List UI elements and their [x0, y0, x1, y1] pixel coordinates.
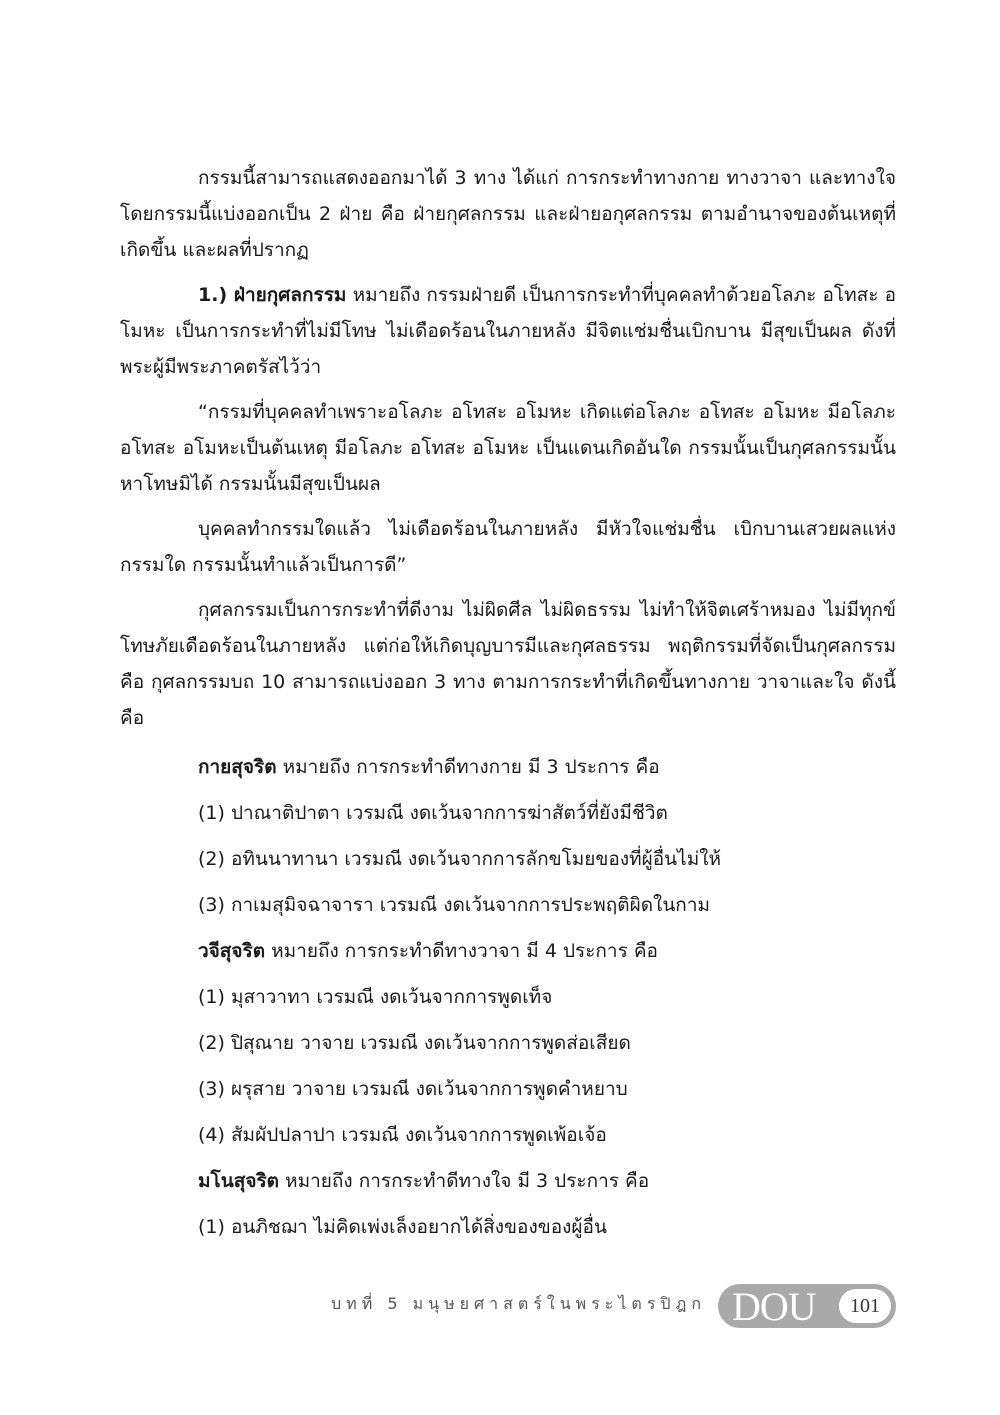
kusala-definition: หมายถึง กรรมฝ่ายดี เป็นการกระทำที่บุคคลทำด้วยอโลภะ อโทสะ อโมหะ เป็นการกระทำที่ไม่มีโทษ ไม่เดือดร้อนในภายหลัง มีจิตแช่มชื่นเบิกบาน มีสุขเป็นผล ดังที่พระผู้มีพระภาคตรัสไว้ว่า [120, 284, 896, 378]
kaya-heading: กายสุจริต [198, 756, 277, 778]
vaci-description: หมายถึง การกระทำดีทางวาจา มี 4 ประการ คือ [265, 940, 658, 962]
list-item: (1) ปาณาติปาตา เวรมณี งดเว้นจากการฆ่าสัตว์ที่ยังมีชีวิต [198, 802, 668, 824]
kaya-heading-line [198, 744, 896, 790]
heading-kusala: 1.) ฝ่ายกุศลกรรม [198, 284, 347, 306]
mano-heading-line [198, 1158, 896, 1204]
page-footer [300, 1284, 896, 1330]
dou-logo-badge [718, 1284, 896, 1328]
mano-description: หมายถึง การกระทำดีทางใจ มี 3 ประการ คือ [279, 1170, 650, 1192]
list-item: (3) กาเมสุมิจฉาจารา เวรมณี งดเว้นจากการประพฤติผิดในกาม [198, 894, 711, 916]
dou-logo-text: DOU [732, 1284, 816, 1329]
kaya-description: หมายถึง การกระทำดีทางกาย มี 3 ประการ คือ [276, 756, 660, 778]
page-content [120, 160, 896, 1250]
list-item: (2) อทินนาทานา เวรมณี งดเว้นจากการลักขโมยของที่ผู้อื่นไม่ให้ [198, 848, 722, 870]
vaci-heading-line [198, 928, 896, 974]
list-item: (4) สัมผัปปลาปา เวรมณี งดเว้นจากการพูดเพ้อเจ้อ [198, 1124, 607, 1146]
paragraph-kusala-kammapatha: กุศลกรรมเป็นการกระทำที่ดีงาม ไม่ผิดศีล ไม่ผิดธรรม ไม่ทำให้จิตเศร้าหมอง ไม่มีทุกข์โทษภัยเดือดร้อนในภายหลัง แต่ก่อให้เกิดบุญบารมีและกุศลธรรม พฤติกรรมที่จัดเป็นกุศลกรรมคือ กุศลกรรมบถ 10 สามารถแบ่งออก 3 ทาง ตามการกระทำที่เกิดขึ้นทางกาย วาจาและใจ ดังนี้ คือ [120, 599, 896, 729]
chapter-title: บทที่ 5 มนุษยศาสตร์ในพระไตรปิฎก [331, 1294, 706, 1313]
list-item: (2) ปิสุณาย วาจาย เวรมณี งดเว้นจากการพูดส่อเสียด [198, 1032, 631, 1054]
page-number: 101 [839, 1289, 891, 1323]
list-item: (1) อนภิชฌา ไม่คิดเพ่งเล็งอยากได้สิ่งของของผู้อื่น [198, 1216, 607, 1238]
list-item: (1) มุสาวาทา เวรมณี งดเว้นจากการพูดเท็จ [198, 986, 553, 1008]
paragraph-intro: กรรมนี้สามารถแสดงออกมาได้ 3 ทาง ได้แก่ การกระทำทางกาย ทางวาจา และทางใจ โดยกรรมนี้แบ่งออกเป็น 2 ฝ่าย คือ ฝ่ายกุศลกรรม และฝ่ายอกุศลกรรม ตามอำนาจของต้นเหตุที่เกิดขึ้น และผลที่ปรากฏ [120, 167, 896, 261]
vaci-heading: วจีสุจริต [198, 940, 266, 962]
quote-paragraph-1: “กรรมที่บุคคลทำเพราะอโลภะ อโทสะ อโมหะ เกิดแต่อโลภะ อโทสะ อโมหะ มีอโลภะ อโทสะ อโมหะเป็นต้นเหตุ มีอโลภะ อโทสะ อโมหะ เป็นแดนเกิดอันใด กรรมนั้นเป็นกุศลกรรมนั้นหาโทษมิได้ กรรมนั้นมีสุขเป็นผล [120, 401, 896, 495]
paragraph-kusala [120, 277, 896, 385]
quote-paragraph-2: บุคคลทำกรรมใดแล้ว ไม่เดือดร้อนในภายหลัง มีหัวใจแช่มชื่น เบิกบานเสวยผลแห่งกรรมใด กรรมนั้นทำแล้วเป็นการดี” [120, 518, 896, 576]
list-item: (3) ผรุสาย วาจาย เวรมณี งดเว้นจากการพูดคำหยาบ [198, 1078, 628, 1100]
mano-heading: มโนสุจริต [198, 1170, 279, 1192]
